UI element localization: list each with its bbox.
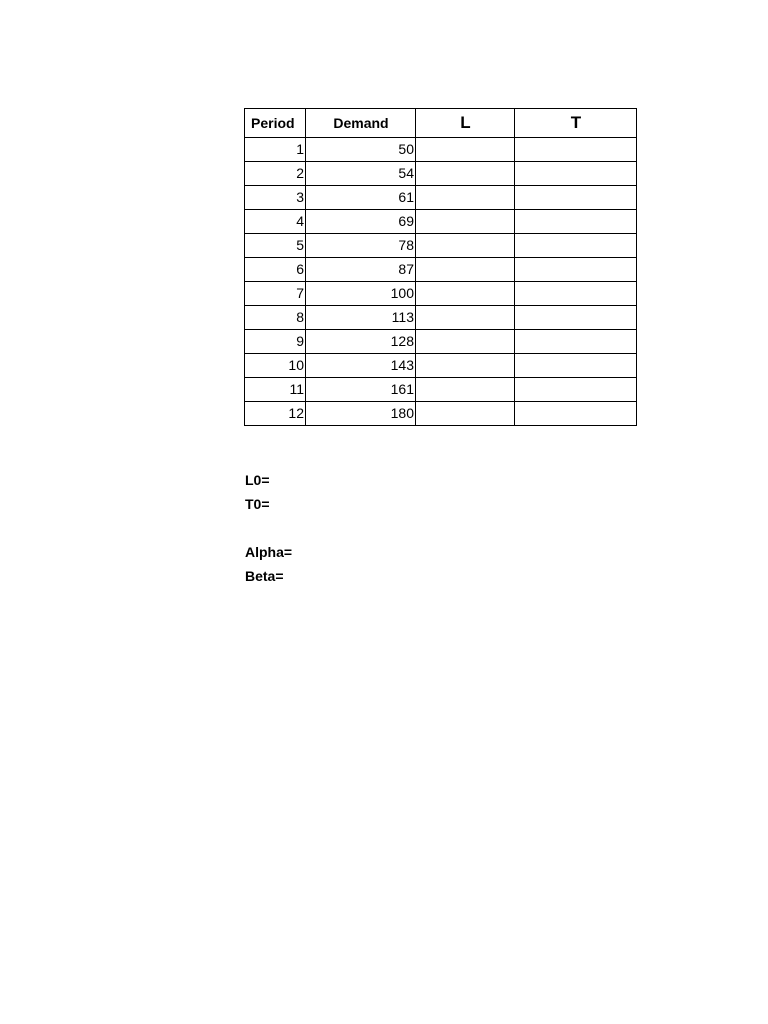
cell-period[interactable]: 4: [245, 210, 306, 234]
table-row: [245, 330, 637, 354]
parameters-block: [245, 468, 292, 588]
cell-demand[interactable]: 143: [306, 354, 416, 378]
cell-demand[interactable]: 180: [306, 402, 416, 426]
alpha-label[interactable]: Alpha=: [245, 544, 293, 560]
cell-l[interactable]: [416, 258, 515, 282]
cell-period[interactable]: 5: [245, 234, 306, 258]
demand-table: [244, 108, 637, 426]
cell-l[interactable]: [416, 354, 515, 378]
cell-t[interactable]: [515, 330, 637, 354]
cell-l[interactable]: [416, 162, 515, 186]
t0-label[interactable]: T0=: [245, 496, 270, 512]
cell-t[interactable]: [515, 378, 637, 402]
beta-label[interactable]: Beta=: [245, 568, 284, 584]
cell-demand[interactable]: 50: [306, 138, 416, 162]
cell-demand[interactable]: 113: [306, 306, 416, 330]
cell-demand[interactable]: 100: [306, 282, 416, 306]
param-spacer: [245, 516, 292, 540]
table-row: [245, 234, 637, 258]
table-row: [245, 138, 637, 162]
cell-l[interactable]: [416, 210, 515, 234]
cell-t[interactable]: [515, 282, 637, 306]
cell-demand[interactable]: 69: [306, 210, 416, 234]
table-body: [245, 138, 637, 426]
cell-t[interactable]: [515, 234, 637, 258]
cell-t[interactable]: [515, 186, 637, 210]
cell-period[interactable]: 1: [245, 138, 306, 162]
cell-demand[interactable]: 128: [306, 330, 416, 354]
cell-t[interactable]: [515, 402, 637, 426]
header-period[interactable]: Period: [245, 109, 306, 138]
table-row: [245, 210, 637, 234]
cell-period[interactable]: 7: [245, 282, 306, 306]
cell-l[interactable]: [416, 402, 515, 426]
cell-demand[interactable]: 87: [306, 258, 416, 282]
table-row: [245, 162, 637, 186]
cell-t[interactable]: [515, 162, 637, 186]
cell-period[interactable]: 12: [245, 402, 306, 426]
cell-period[interactable]: 10: [245, 354, 306, 378]
cell-t[interactable]: [515, 306, 637, 330]
cell-l[interactable]: [416, 186, 515, 210]
header-t[interactable]: T: [515, 109, 637, 138]
cell-t[interactable]: [515, 138, 637, 162]
cell-l[interactable]: [416, 282, 515, 306]
cell-l[interactable]: [416, 306, 515, 330]
header-demand[interactable]: Demand: [306, 109, 416, 138]
cell-demand[interactable]: 161: [306, 378, 416, 402]
table-row: [245, 354, 637, 378]
table-row: [245, 378, 637, 402]
cell-t[interactable]: [515, 210, 637, 234]
cell-l[interactable]: [416, 234, 515, 258]
cell-demand[interactable]: 54: [306, 162, 416, 186]
table-row: [245, 282, 637, 306]
cell-demand[interactable]: 78: [306, 234, 416, 258]
table-row: [245, 402, 637, 426]
cell-period[interactable]: 9: [245, 330, 306, 354]
cell-l[interactable]: [416, 330, 515, 354]
table-header-row: [245, 109, 637, 138]
cell-period[interactable]: 8: [245, 306, 306, 330]
table-row: [245, 186, 637, 210]
cell-t[interactable]: [515, 354, 637, 378]
table-row: [245, 306, 637, 330]
cell-period[interactable]: 3: [245, 186, 306, 210]
cell-period[interactable]: 2: [245, 162, 306, 186]
cell-period[interactable]: 6: [245, 258, 306, 282]
cell-t[interactable]: [515, 258, 637, 282]
cell-demand[interactable]: 61: [306, 186, 416, 210]
cell-l[interactable]: [416, 378, 515, 402]
cell-l[interactable]: [416, 138, 515, 162]
header-l[interactable]: L: [416, 109, 515, 138]
l0-label[interactable]: L0=: [245, 472, 270, 488]
table-row: [245, 258, 637, 282]
cell-period[interactable]: 11: [245, 378, 306, 402]
